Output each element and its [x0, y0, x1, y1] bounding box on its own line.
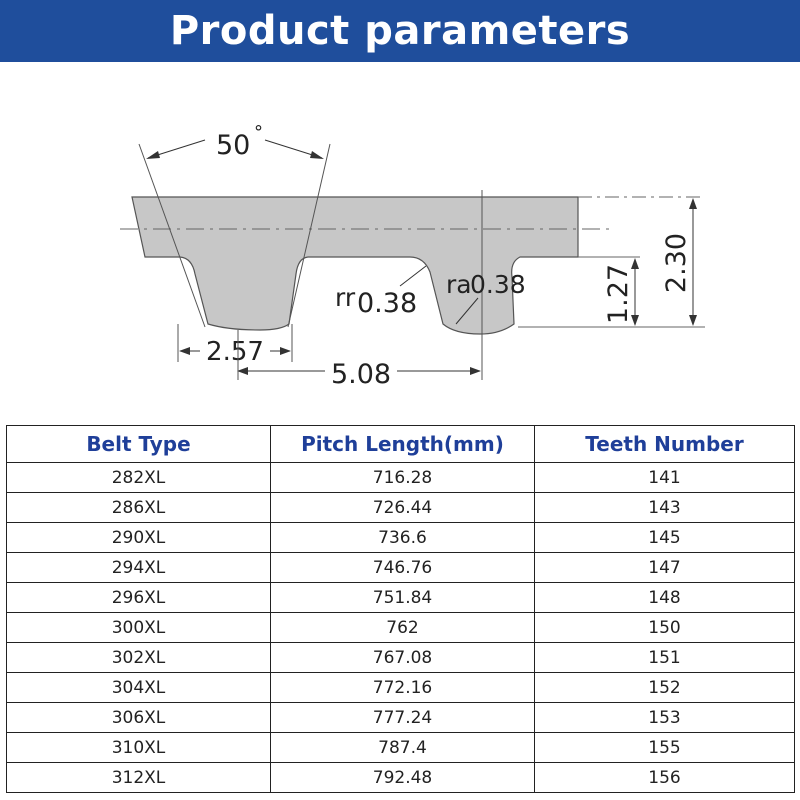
table-header-row: [7, 426, 795, 463]
cell-belt-type: 286XL: [7, 493, 271, 523]
cell-pitch-length: 767.08: [271, 643, 535, 673]
table-row: [7, 553, 795, 583]
rr-leader: [400, 266, 426, 286]
table-row: [7, 643, 795, 673]
cell-belt-type: 300XL: [7, 613, 271, 643]
tooth-width-arrowhead-left: [179, 347, 190, 355]
cell-pitch-length: 792.48: [271, 763, 535, 793]
cell-teeth-number: 141: [535, 463, 795, 493]
table-row: [7, 523, 795, 553]
cell-pitch-length: 751.84: [271, 583, 535, 613]
cell-teeth-number: 155: [535, 733, 795, 763]
table-row: [7, 763, 795, 793]
belt-height-arrowhead-bottom: [689, 315, 697, 326]
cell-belt-type: 302XL: [7, 643, 271, 673]
cell-teeth-number: 150: [535, 613, 795, 643]
cell-pitch-length: 772.16: [271, 673, 535, 703]
cell-pitch-length: 716.28: [271, 463, 535, 493]
table-row: [7, 733, 795, 763]
pitch-arrowhead-right: [470, 367, 481, 375]
cell-belt-type: 290XL: [7, 523, 271, 553]
pitch-arrowhead-left: [237, 367, 248, 375]
belt-body: [132, 197, 578, 334]
cell-teeth-number: 153: [535, 703, 795, 733]
cell-belt-type: 296XL: [7, 583, 271, 613]
cell-belt-type: 310XL: [7, 733, 271, 763]
belt-profile-svg: [0, 62, 800, 420]
cell-teeth-number: 152: [535, 673, 795, 703]
cell-pitch-length: 736.6: [271, 523, 535, 553]
cell-pitch-length: 777.24: [271, 703, 535, 733]
cell-pitch-length: 762: [271, 613, 535, 643]
cell-teeth-number: 147: [535, 553, 795, 583]
cell-belt-type: 304XL: [7, 673, 271, 703]
table-row: [7, 493, 795, 523]
cell-teeth-number: 156: [535, 763, 795, 793]
page-title: Product parameters: [169, 8, 631, 54]
cell-belt-type: 306XL: [7, 703, 271, 733]
cell-teeth-number: 151: [535, 643, 795, 673]
header-belt-type: Belt Type: [7, 426, 271, 463]
table-row: [7, 613, 795, 643]
belt-height-label: 2.30: [661, 232, 692, 294]
angle-label: 50: [216, 130, 251, 161]
angle-arrowhead-left: [146, 151, 160, 159]
cell-belt-type: 282XL: [7, 463, 271, 493]
rr-label: rr: [335, 283, 356, 312]
tooth-height-label: 1.27: [603, 263, 634, 325]
title-banner: [0, 0, 800, 62]
tooth-width-label: 2.57: [206, 337, 264, 367]
ra-value: 0.38: [470, 270, 526, 299]
cell-belt-type: 312XL: [7, 763, 271, 793]
cell-pitch-length: 726.44: [271, 493, 535, 523]
rr-value: 0.38: [357, 288, 418, 319]
angle-arrowhead-right: [310, 151, 324, 159]
cell-teeth-number: 143: [535, 493, 795, 523]
cell-belt-type: 294XL: [7, 553, 271, 583]
parameters-table: [6, 425, 795, 793]
table-row: [7, 463, 795, 493]
cell-pitch-length: 746.76: [271, 553, 535, 583]
degree-symbol: °: [254, 122, 263, 143]
table-row: [7, 673, 795, 703]
tooth-width-arrowhead-right: [280, 347, 291, 355]
cell-teeth-number: 148: [535, 583, 795, 613]
cell-pitch-length: 787.4: [271, 733, 535, 763]
header-pitch-length: Pitch Length(mm): [271, 426, 535, 463]
belt-height-arrowhead-top: [689, 198, 697, 209]
table-row: [7, 703, 795, 733]
pitch-label: 5.08: [330, 359, 392, 390]
ra-label: ra: [446, 270, 472, 299]
header-teeth-number: Teeth Number: [535, 426, 795, 463]
table-row: [7, 583, 795, 613]
cell-teeth-number: 145: [535, 523, 795, 553]
belt-profile-diagram: [0, 62, 800, 420]
